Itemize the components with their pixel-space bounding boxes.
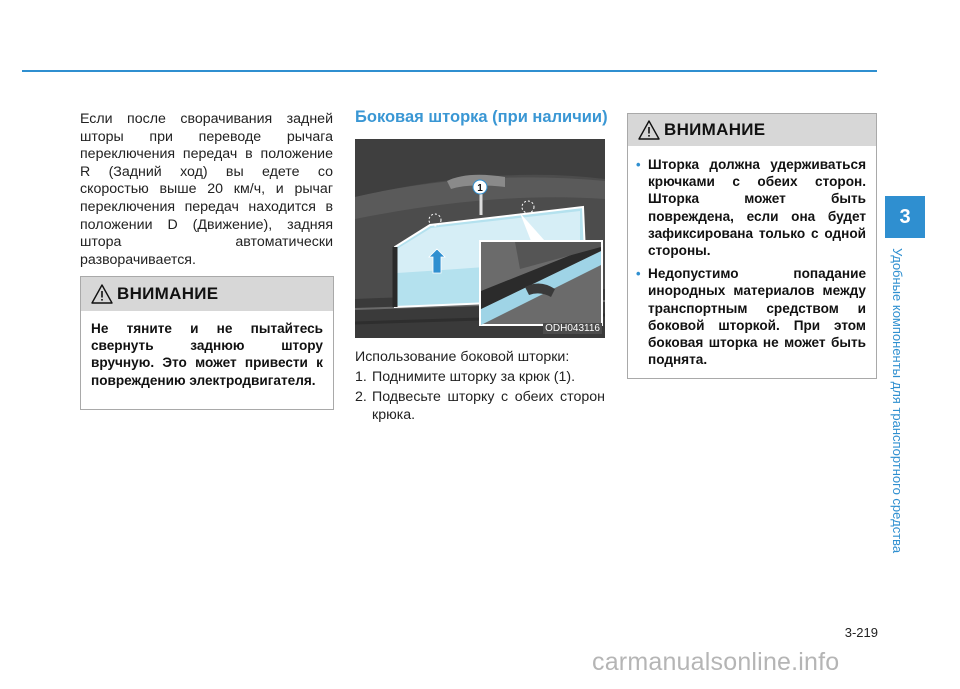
step-number: 2.: [355, 389, 367, 405]
top-rule: [22, 70, 877, 72]
chapter-tab: 3: [885, 196, 925, 238]
step-item: [355, 368, 605, 386]
step-text: Поднимите шторку за крюк (1).: [372, 369, 576, 385]
warning-bullet: [636, 156, 866, 259]
bullet-text: Недопустимо попадание инородных материалов между транспортным средством и боковой шторкой. При этом боковая шторка не может быть поднята.: [648, 266, 866, 368]
step-item: [355, 388, 605, 424]
usage-title: Использование боковой шторки:: [355, 349, 570, 365]
callout-number: 1: [477, 183, 483, 194]
step-text: Подвесьте шторку с обеих сторон крюка.: [372, 389, 605, 423]
chapter-side-title: Удобные компоненты для транспортного средства: [890, 248, 905, 554]
section-heading: Боковая шторка (при наличии): [355, 108, 608, 126]
step-number: 1.: [355, 369, 367, 385]
figure-code: ODH043116: [545, 323, 600, 334]
bullet-dot: •: [636, 266, 641, 282]
left-paragraph: Если после сворачивания задней шторы при переводе рычага переключения передач в положение R (Задний ход) вы едете со скоростью выше 20 км/ч, и рычаг переключения передач находится в положении D (Движение), задняя штора автоматически разворачивается.: [80, 111, 333, 268]
watermark: carmanualsonline.info: [592, 648, 840, 676]
warning-text: Не тяните и не пытайтесь свернуть заднюю штору вручную. Это может привести к повреждению электродвигателя.: [91, 321, 323, 388]
bullet-dot: •: [636, 157, 641, 172]
warning-title: ВНИМАНИЕ: [664, 120, 766, 139]
warning-header: [628, 114, 876, 146]
page-number: 3-219: [844, 625, 878, 640]
warning-header: [81, 277, 333, 311]
side-curtain-figure: [355, 139, 605, 338]
warning-body: [628, 146, 876, 384]
warning-box-left: [80, 276, 334, 410]
warning-title: ВНИМАНИЕ: [117, 284, 219, 303]
bullet-text: Шторка должна удерживаться крючками с обеих сторон. Шторка может быть повреждена, если она будет зафиксирована только с одной стороны.: [648, 157, 866, 259]
warning-box-right: [627, 113, 877, 379]
warning-bullet: [636, 265, 866, 368]
warning-triangle-icon: [638, 120, 660, 140]
warning-triangle-icon: [91, 284, 113, 304]
side-curtain-illustration: [355, 139, 605, 338]
